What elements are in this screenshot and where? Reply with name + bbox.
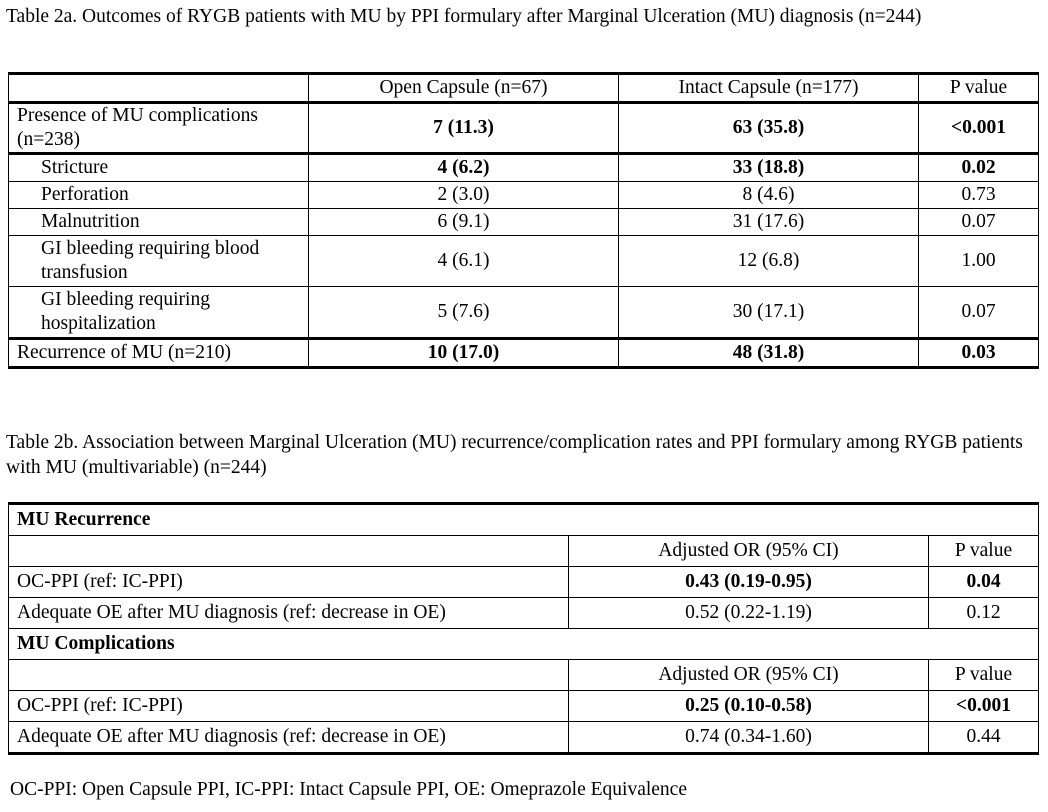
open-capsule-value: 10 (17.0): [309, 339, 619, 368]
intact-capsule-value: 33 (18.8): [619, 154, 919, 182]
table-row: [9, 103, 1039, 154]
table-row: [9, 209, 1039, 236]
open-capsule-value: 5 (7.6): [309, 287, 619, 339]
open-capsule-value: 6 (9.1): [309, 209, 619, 236]
table-2a-caption: Table 2a. Outcomes of RYGB patients with MU by PPI formulary after Marginal Ulceration (MU) diagnosis (n=244): [6, 6, 922, 27]
row-label: OC-PPI (ref: IC-PPI): [9, 567, 569, 598]
p-value: 0.73: [919, 182, 1039, 209]
intact-capsule-value: 30 (17.1): [619, 287, 919, 339]
table-row: [9, 598, 1039, 629]
adjusted-or-value: 0.52 (0.22-1.19): [569, 598, 929, 629]
p-value: 0.04: [929, 567, 1039, 598]
header-intact-capsule: Intact Capsule (n=177): [619, 74, 919, 103]
p-value: 0.07: [919, 287, 1039, 339]
intact-capsule-value: 31 (17.6): [619, 209, 919, 236]
row-label: Presence of MU complications (n=238): [9, 103, 309, 154]
table-row: [9, 691, 1039, 722]
header-open-capsule: Open Capsule (n=67): [309, 74, 619, 103]
row-label: Perforation: [9, 182, 309, 209]
header-p-value: P value: [919, 74, 1039, 103]
header-p-value: P value: [929, 660, 1039, 691]
intact-capsule-value: 48 (31.8): [619, 339, 919, 368]
intact-capsule-value: 12 (6.8): [619, 236, 919, 287]
intact-capsule-value: 63 (35.8): [619, 103, 919, 154]
header-cell-empty: [9, 74, 309, 103]
open-capsule-value: 2 (3.0): [309, 182, 619, 209]
adjusted-or-value: 0.74 (0.34-1.60): [569, 722, 929, 754]
p-value: 0.07: [919, 209, 1039, 236]
row-label: GI bleeding requiring hospitalization: [9, 287, 309, 339]
row-label: GI bleeding requiring blood transfusion: [9, 236, 309, 287]
p-value: 0.03: [919, 339, 1039, 368]
p-value: 1.00: [919, 236, 1039, 287]
table-2b-header-row: [9, 536, 1039, 567]
table-row: [9, 287, 1039, 339]
table-row: [9, 236, 1039, 287]
header-p-value: P value: [929, 536, 1039, 567]
table-2b-caption: Table 2b. Association between Marginal Ulceration (MU) recurrence/complication rates and PPI formulary among RYGB patients with MU (multivariable) (n=244): [6, 432, 1023, 478]
section-title-row: [9, 504, 1039, 536]
table-2b: [8, 502, 1039, 755]
row-label: OC-PPI (ref: IC-PPI): [9, 691, 569, 722]
open-capsule-value: 4 (6.2): [309, 154, 619, 182]
row-label: Adequate OE after MU diagnosis (ref: decrease in OE): [9, 722, 569, 754]
row-label: Stricture: [9, 154, 309, 182]
row-label: Malnutrition: [9, 209, 309, 236]
p-value: <0.001: [919, 103, 1039, 154]
p-value: 0.02: [919, 154, 1039, 182]
header-adjusted-or: Adjusted OR (95% CI): [569, 660, 929, 691]
table-row: [9, 567, 1039, 598]
footnote: OC-PPI: Open Capsule PPI, IC-PPI: Intact Capsule PPI, OE: Omeprazole Equivalence: [10, 779, 687, 800]
p-value: 0.12: [929, 598, 1039, 629]
adjusted-or-value: 0.43 (0.19-0.95): [569, 567, 929, 598]
header-cell-empty: [9, 660, 569, 691]
table-2b-header-row: [9, 660, 1039, 691]
table-2a: [8, 72, 1039, 369]
row-label: Recurrence of MU (n=210): [9, 339, 309, 368]
open-capsule-value: 4 (6.1): [309, 236, 619, 287]
intact-capsule-value: 8 (4.6): [619, 182, 919, 209]
table-2a-header-row: [9, 74, 1039, 103]
section-title-mu-complications: MU Complications: [9, 629, 1039, 660]
p-value: 0.44: [929, 722, 1039, 754]
header-adjusted-or: Adjusted OR (95% CI): [569, 536, 929, 567]
table-row: [9, 154, 1039, 182]
open-capsule-value: 7 (11.3): [309, 103, 619, 154]
adjusted-or-value: 0.25 (0.10-0.58): [569, 691, 929, 722]
row-label: Adequate OE after MU diagnosis (ref: decrease in OE): [9, 598, 569, 629]
section-title-mu-recurrence: MU Recurrence: [9, 504, 1039, 536]
table-row: [9, 339, 1039, 368]
section-title-row: [9, 629, 1039, 660]
p-value: <0.001: [929, 691, 1039, 722]
table-row: [9, 722, 1039, 754]
header-cell-empty: [9, 536, 569, 567]
table-row: [9, 182, 1039, 209]
